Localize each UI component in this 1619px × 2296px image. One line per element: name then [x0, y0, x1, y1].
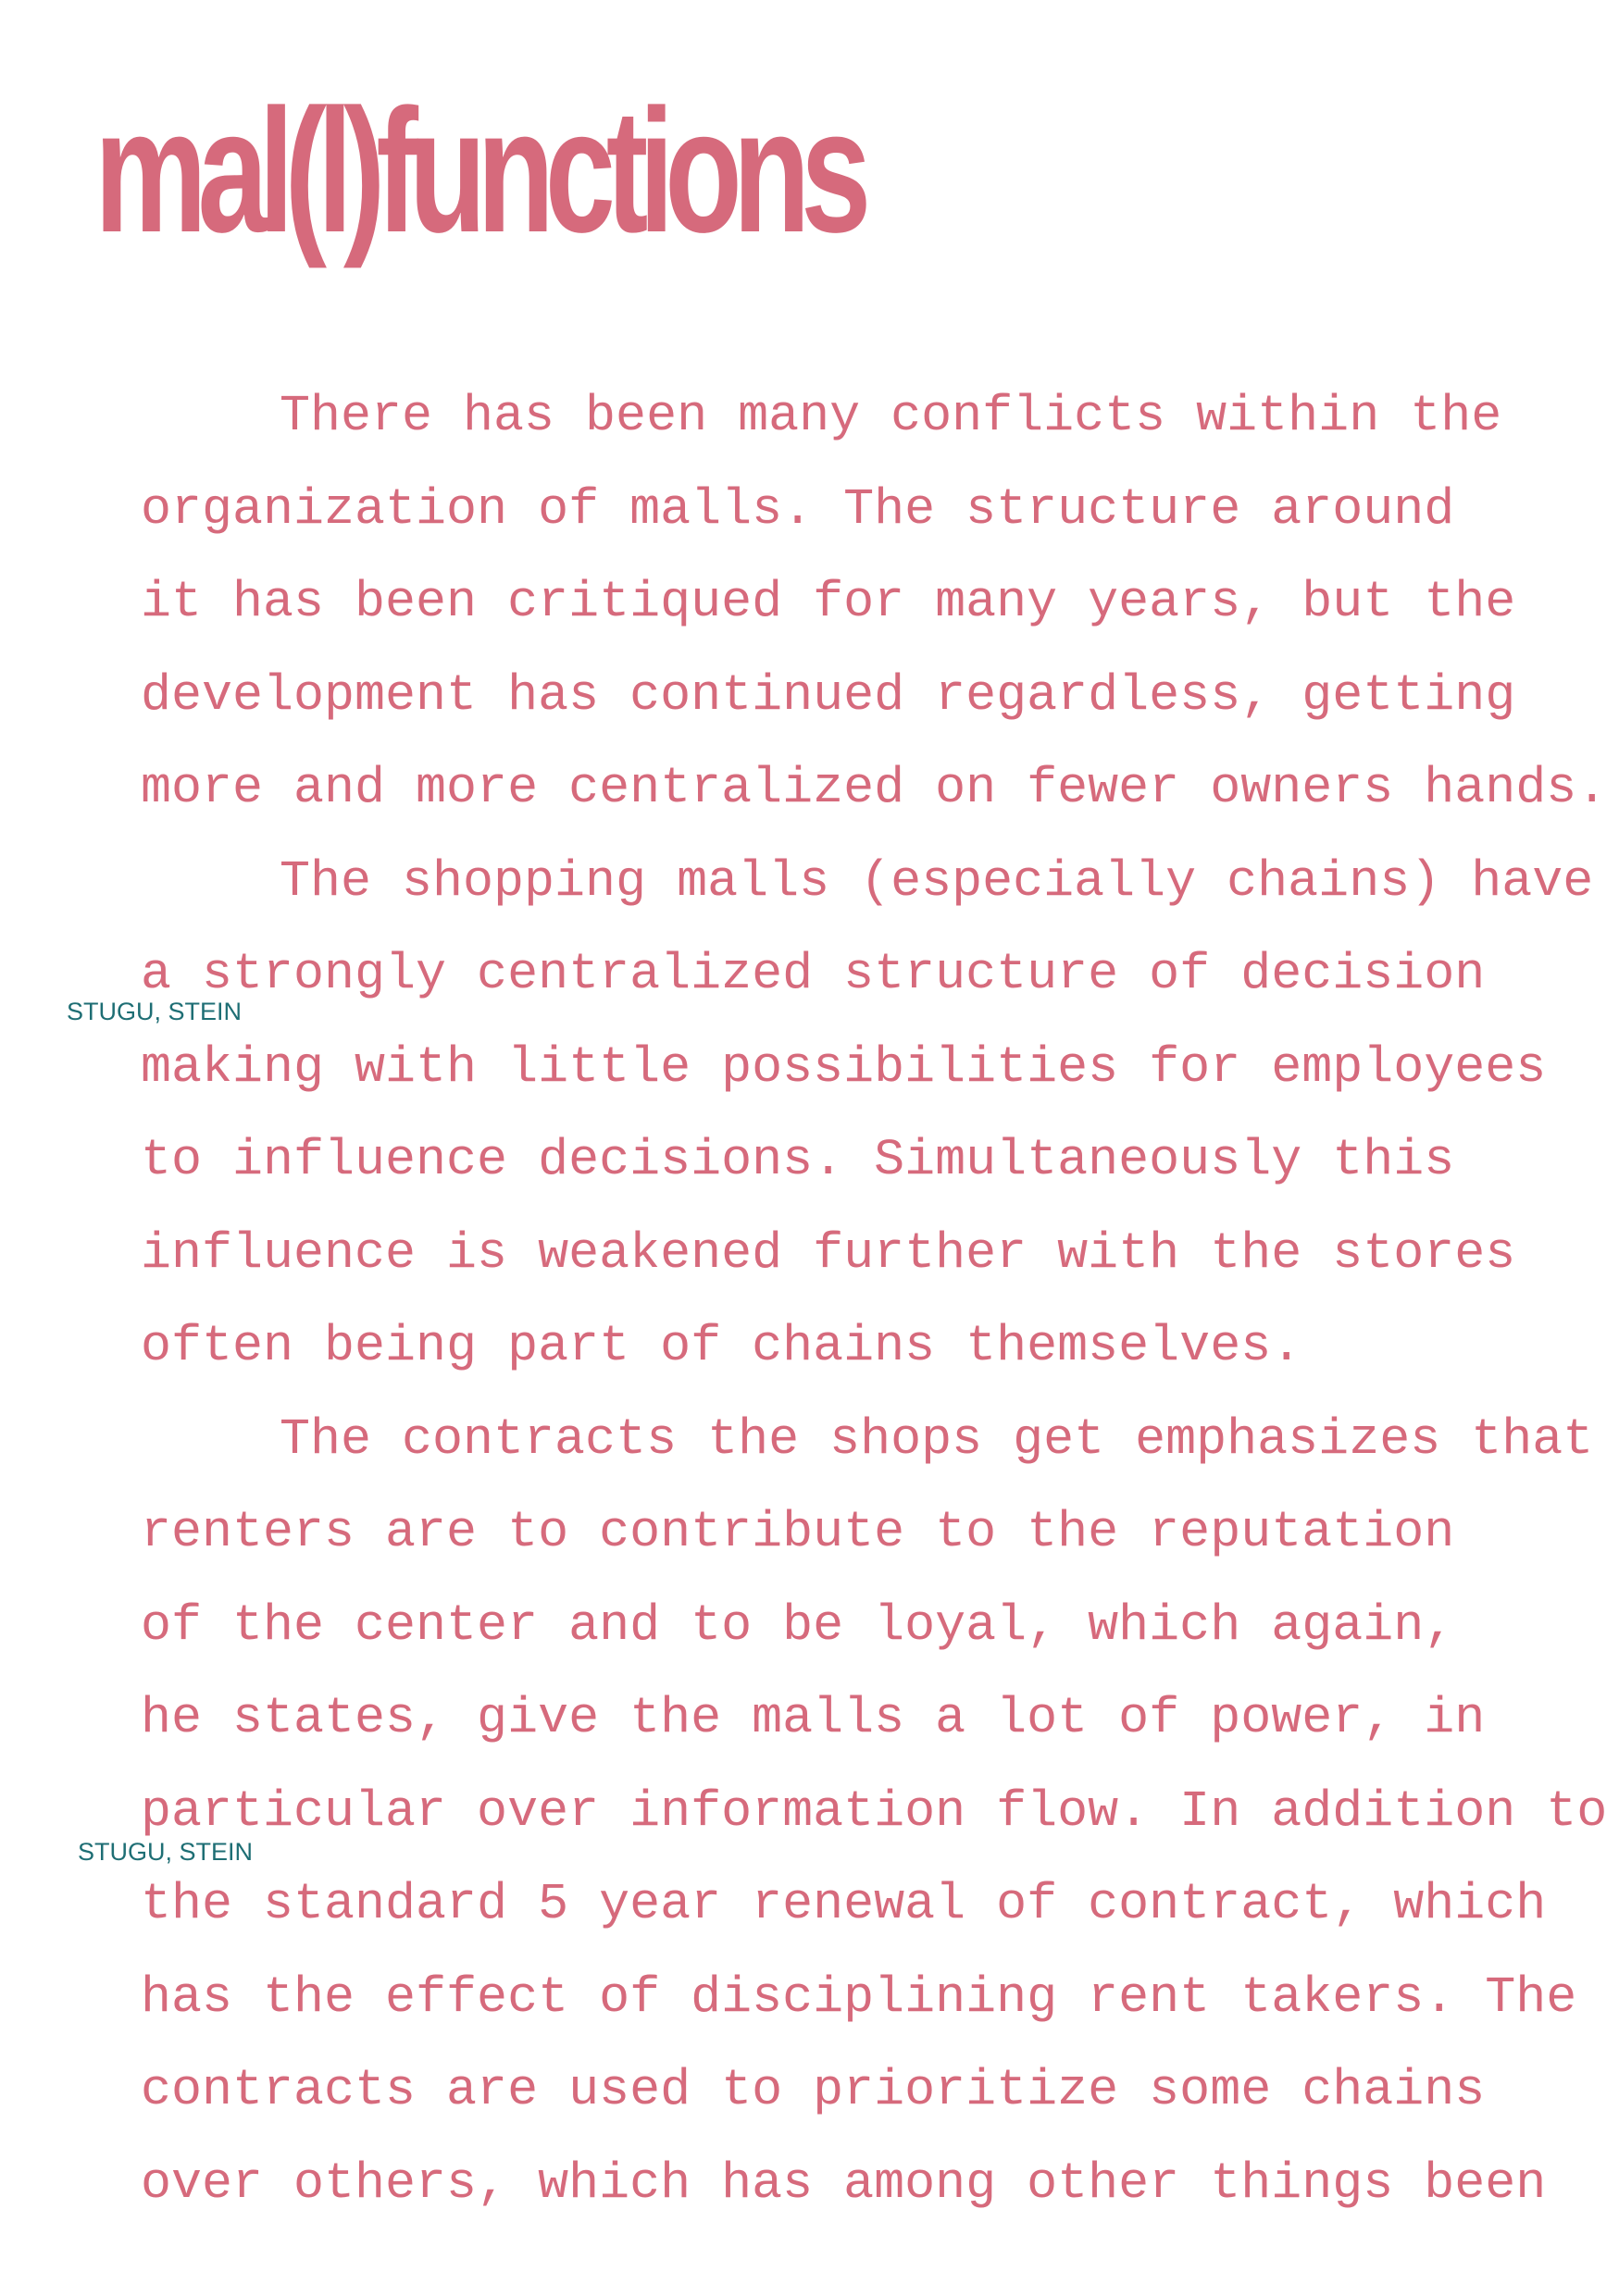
- text-line: renters are to contribute to the reputation: [141, 1503, 1455, 1561]
- text-line: making with little possibilities for employees: [141, 1037, 1547, 1097]
- text-line: particular over information flow. In addition to: [141, 1781, 1608, 1841]
- text-line: organization of malls. The structure around: [141, 479, 1455, 539]
- text-line: There has been many conflicts within the: [280, 387, 1502, 445]
- text-line: often being part of chains themselves.: [141, 1317, 1302, 1375]
- text-line: development has continued regardless, getting: [141, 665, 1516, 725]
- text-line: over others, which has among other things been: [141, 2153, 1547, 2213]
- text-line: to influence decisions. Simultaneously this: [141, 1131, 1455, 1189]
- margin-note: STUGU, STEIN: [78, 1838, 254, 1866]
- text-line: contracts are used to prioritize some chains: [141, 2061, 1486, 2119]
- text-line: influence is weakened further with the stores: [141, 1223, 1516, 1283]
- text-line: a strongly centralized structure of decision: [141, 945, 1486, 1003]
- text-line: he states, give the malls a lot of power, in: [141, 1689, 1486, 1747]
- text-line: it has been critiqued for many years, but the: [141, 573, 1516, 631]
- text-line: has the effect of disciplining rent takers. The: [141, 1967, 1577, 2027]
- text-line: the standard 5 year renewal of contract, which: [141, 1875, 1547, 1933]
- text-line: of the center and to be loyal, which again,: [141, 1595, 1455, 1655]
- page-title: mal(l)functions: [94, 73, 863, 269]
- text-line: The shopping malls (especially chains) have: [280, 851, 1594, 911]
- text-line: The contracts the shops get emphasizes that: [280, 1409, 1594, 1469]
- text-line: more and more centralized on fewer owners hands.: [141, 759, 1608, 817]
- body-text: [141, 370, 1608, 2230]
- margin-note: STUGU, STEIN: [67, 998, 243, 1025]
